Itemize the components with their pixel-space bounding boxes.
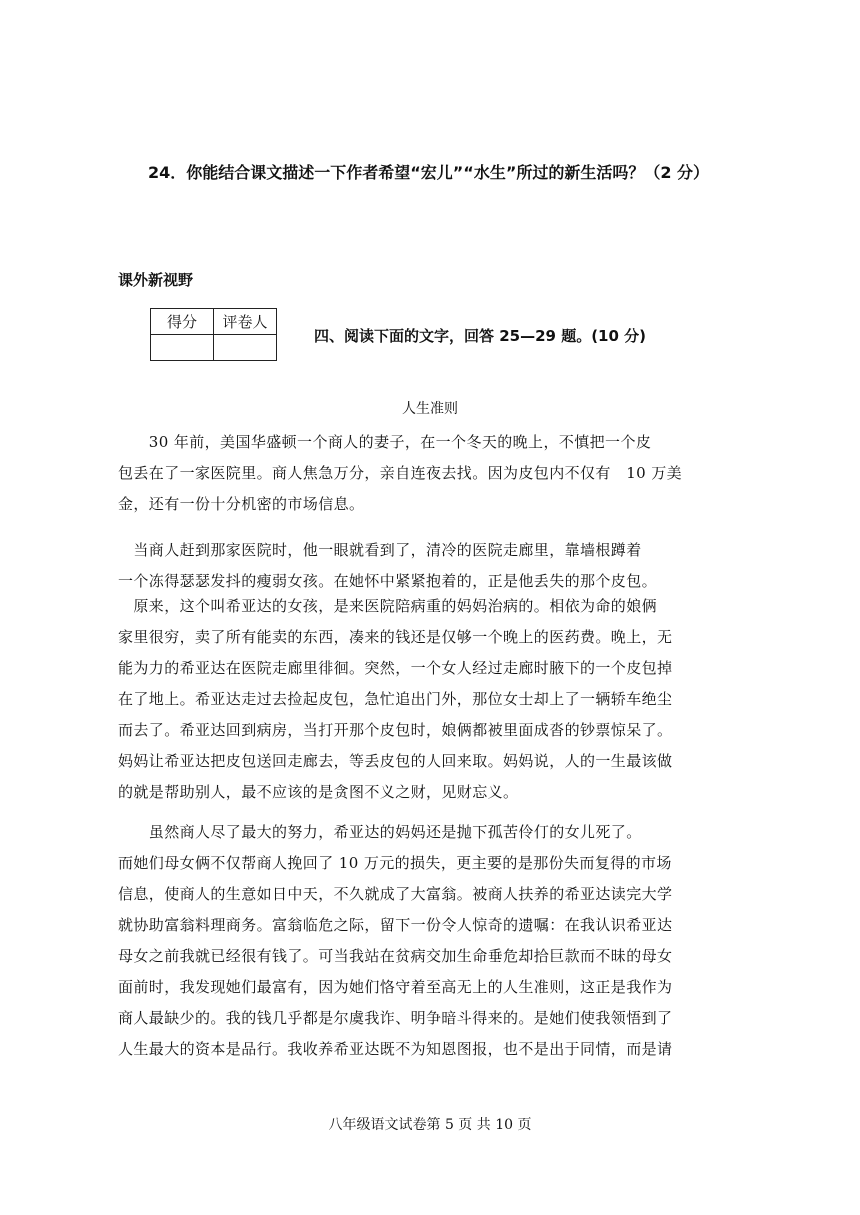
paragraph-line: 信息，使商人的生意如日中天，不久就成了大富翁。被商人扶养的希亚达读完大学 (118, 885, 673, 903)
passage-title: 人生准则 (402, 401, 458, 417)
score-cell[interactable] (151, 335, 214, 361)
paragraph-line: 包丢在了一家医院里。商人焦急万分，亲自连夜去找。因为皮包内不仅有 10 万美 (118, 464, 683, 482)
grader-header: 评卷人 (214, 309, 277, 335)
score-header: 得分 (151, 309, 214, 335)
paragraph-line: 家里很穷，卖了所有能卖的东西，凑来的钱还是仅够一个晚上的医药费。晚上，无 (118, 628, 673, 646)
paragraph-line: 而她们母女俩不仅帮商人挽回了 10 万元的损失，更主要的是那份失而复得的市场 (118, 854, 672, 872)
page-footer: 八年级语文试卷第 5 页 共 10 页 (328, 1117, 532, 1133)
paragraph-line: 妈妈让希亚达把皮包送回走廊去，等丢皮包的人回来取。妈妈说，人的一生最该做 (118, 752, 673, 770)
paragraph-line: 虽然商人尽了最大的努力，希亚达的妈妈还是抛下孤苦伶仃的女儿死了。 (118, 823, 642, 841)
grader-cell[interactable] (214, 335, 277, 361)
paragraph-4 (118, 817, 744, 1065)
paragraph-line: 就协助富翁料理商务。富翁临危之际，留下一份令人惊奇的遗嘱：在我认识希亚达 (118, 916, 673, 934)
paragraph-line: 商人最缺少的。我的钱几乎都是尔虞我诈、明争暗斗得来的。是她们使我领悟到了 (118, 1009, 673, 1027)
paragraph-line: 一个冻得瑟瑟发抖的瘦弱女孩。在她怀中紧紧抱着的，正是他丢失的那个皮包。 (118, 572, 658, 590)
question-24: 24．你能结合课文描述一下作者希望“宏儿”“水生”所过的新生活吗？（2 分） (148, 163, 710, 182)
paragraph-1 (118, 427, 744, 520)
paragraph-line: 母女之前我就已经很有钱了。可当我站在贫病交加生命垂危却拾巨款而不昧的母女 (118, 947, 673, 965)
paragraph-line: 的就是帮助别人，最不应该的是贪图不义之财，见财忘义。 (118, 783, 519, 801)
score-table (150, 308, 277, 361)
paragraph-2 (118, 535, 744, 597)
part4-heading: 四、阅读下面的文字，回答 25—29 题。(10 分) (314, 327, 647, 345)
paragraph-line: 面前时，我发现她们最富有，因为她们恪守着至高无上的人生准则，这正是我作为 (118, 978, 673, 996)
paragraph-line: 能为力的希亚达在医院走廊里徘徊。突然，一个女人经过走廊时腋下的一个皮包掉 (118, 659, 673, 677)
paragraph-line: 在了地上。希亚达走过去捡起皮包，急忙追出门外，那位女士却上了一辆轿车绝尘 (118, 690, 673, 708)
paragraph-line: 原来，这个叫希亚达的女孩，是来医院陪病重的妈妈治病的。相依为命的娘俩 (118, 597, 658, 615)
paragraph-line: 而去了。希亚达回到病房，当打开那个皮包时，娘俩都被里面成沓的钞票惊呆了。 (118, 721, 673, 739)
paragraph-line: 金，还有一份十分机密的市场信息。 (118, 495, 365, 513)
paragraph-line: 当商人赶到那家医院时，他一眼就看到了，清冷的医院走廊里，靠墙根蹲着 (118, 541, 642, 559)
paragraph-line: 人生最大的资本是品行。我收养希亚达既不为知恩图报，也不是出于同情，而是请 (118, 1040, 673, 1058)
paragraph-line: 30 年前，美国华盛顿一个商人的妻子，在一个冬天的晚上，不慎把一个皮 (118, 433, 652, 451)
paragraph-3 (118, 591, 744, 808)
section-label: 课外新视野 (118, 271, 194, 289)
